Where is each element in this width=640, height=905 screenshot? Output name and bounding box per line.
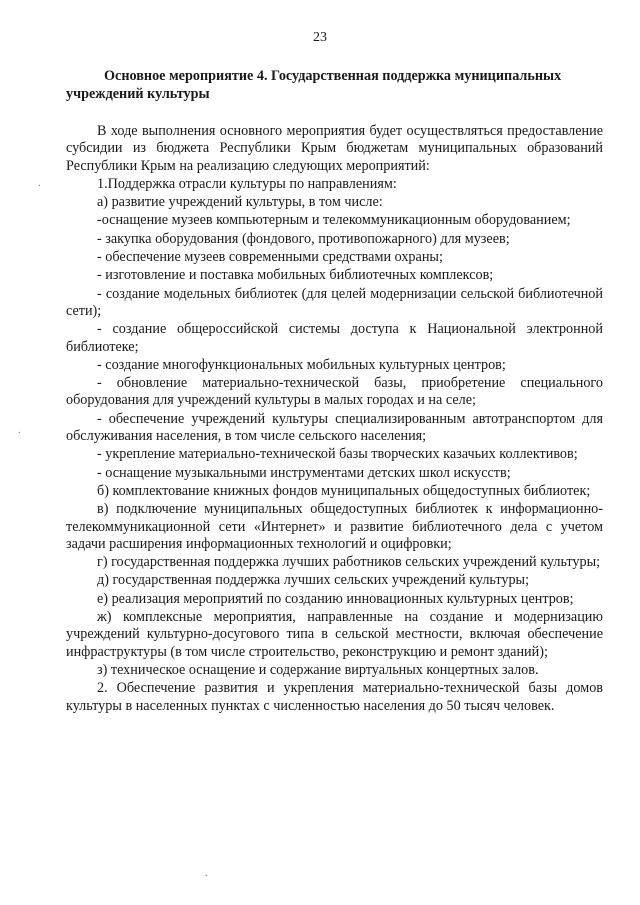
paragraph: - обеспечение музеев современными средствами охраны; — [97, 249, 443, 266]
paragraph: в) подключение муниципальных общедоступных библиотек к информационно-телекоммуникационной сети «Интернет» и развитие библиотечного дела с учетом задачи расширения информационных технологий и оцифровки; — [66, 501, 603, 552]
document-body — [66, 123, 603, 716]
section-heading: Основное мероприятие 4. Государственная поддержка муниципальных учреждений культуры — [66, 68, 562, 102]
paragraph: -оснащение музеев компьютерным и телекоммуникационным оборудованием; — [97, 212, 571, 229]
paragraph: - обеспечение учреждений культуры специализированным автотранспортом для обслуживания населения, в том числе сельского населения; — [66, 410, 603, 445]
paragraph: з) техническое оснащение и содержание виртуальных концертных залов. — [97, 661, 539, 678]
paragraph: 1.Поддержка отрасли культуры по направлениям: — [97, 175, 397, 192]
paragraph: - изготовление и поставка мобильных библиотечных комплексов; — [97, 267, 494, 284]
paragraph: ж) комплексные мероприятия, направленные на создание и модернизацию учреждений культурно-досугового типа в сельской местности, включая обеспечение инфраструктуры (в том числе строительство, реконструкцию и ремонт зданий); — [66, 609, 603, 660]
paragraph: - укрепление материально-технической базы творческих казачьих коллективов; — [97, 446, 578, 463]
paragraph: - оснащение музыкальными инструментами детских школ искусств; — [97, 464, 511, 481]
page-number: 23 — [313, 30, 327, 45]
paragraph: е) реализация мероприятий по созданию инновационных культурных центров; — [97, 590, 574, 607]
paragraph: б) комплектование книжных фондов муниципальных общедоступных библиотек; — [97, 482, 591, 499]
paragraph: В ходе выполнения основного мероприятия будет осуществляться предоставление субсидии из бюджета Республики Крым бюджетам муниципальных образований Республики Крым на реализацию следующих мероприятий: — [66, 123, 603, 174]
paragraph: - обновление материально-технической базы, приобретение специального оборудования для учреждений культуры в малых городах и на селе; — [66, 375, 603, 409]
paragraph: - создание многофункциональных мобильных культурных центров; — [97, 356, 506, 373]
paragraph: - создание модельных библиотек (для целей модернизации сельской библиотечной сети); — [66, 285, 603, 319]
paragraph: - создание общероссийской системы доступа к Национальной электронной библиотеке; — [66, 321, 603, 355]
paragraph: а) развитие учреждений культуры, в том числе: — [97, 194, 383, 211]
paragraph: 2. Обеспечение развития и укрепления материально-технической базы домов культуры в населенных пунктах с численностью населения до 50 тысяч человек. — [66, 680, 603, 714]
paragraph: г) государственная поддержка лучших работников сельских учреждений культуры; — [97, 554, 601, 571]
paragraph: - закупка оборудования (фондового, противопожарного) для музеев; — [97, 230, 510, 247]
scan-speck: . — [205, 868, 208, 879]
paragraph: д) государственная поддержка лучших сельских учреждений культуры; — [97, 572, 530, 589]
scan-speck: . — [38, 178, 41, 189]
scan-speck: . — [18, 425, 21, 436]
